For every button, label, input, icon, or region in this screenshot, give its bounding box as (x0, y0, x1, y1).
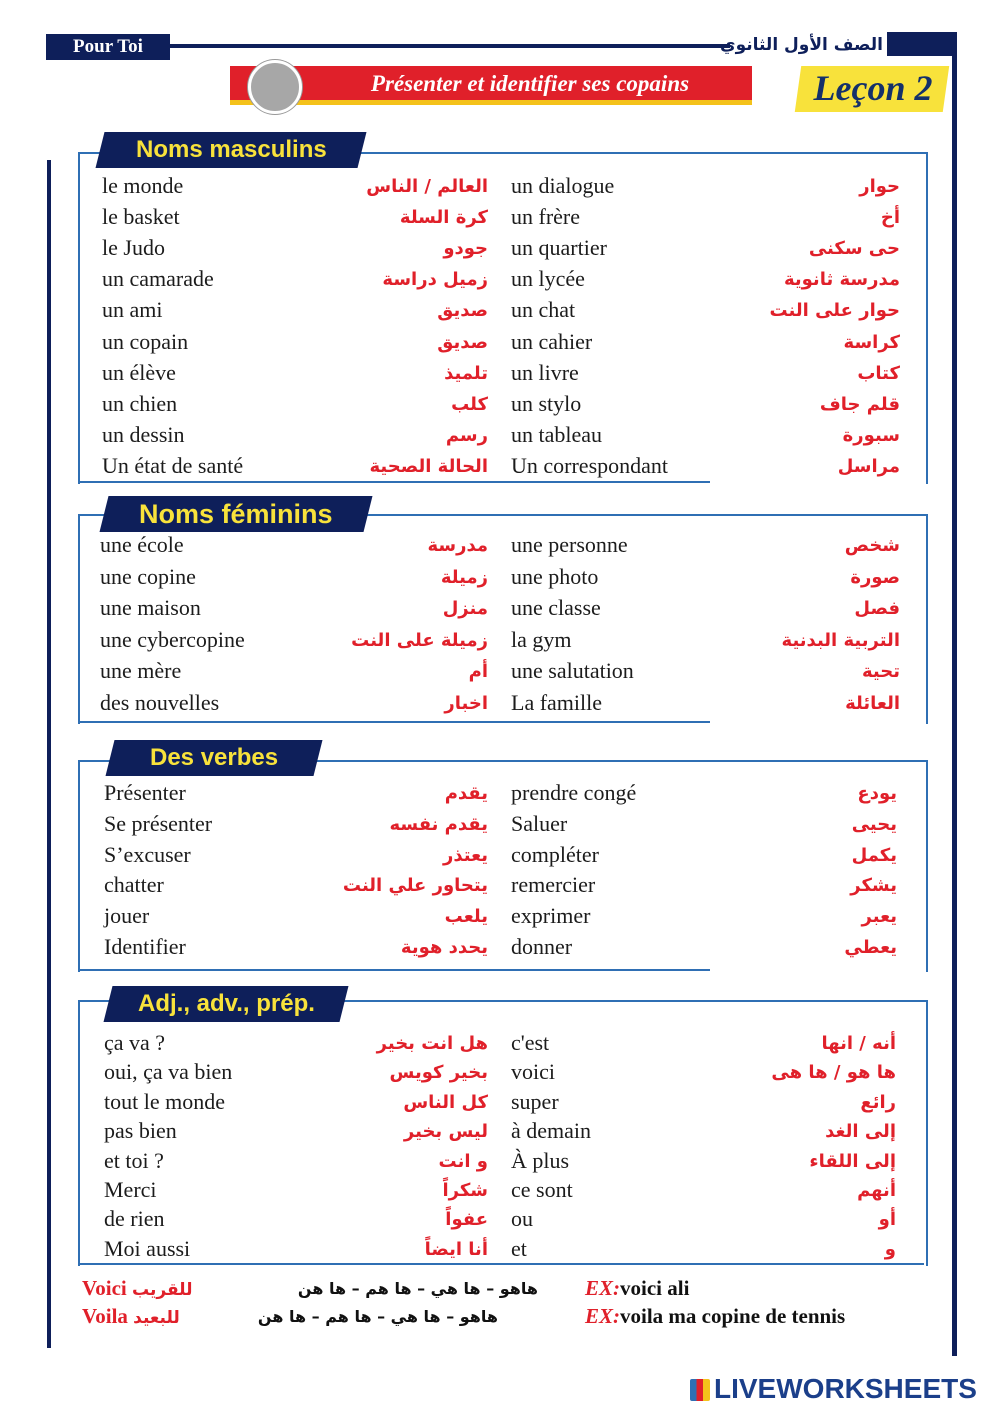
arabic-translation: و انت (438, 1151, 488, 1172)
arabic-translation: يعبر (861, 906, 897, 927)
arabic-translation: ها هو / ها هى (771, 1062, 896, 1083)
french-term: un camarade (102, 266, 214, 291)
arabic-translation: شكراً (442, 1180, 488, 1201)
vocab-row (0, 1203, 1000, 1234)
arabic-translation: أنهم (857, 1180, 896, 1201)
arabic-translation: يودع (857, 783, 897, 804)
voici-word: Voici (82, 1276, 127, 1300)
voila-pronouns: هاهو – ها هي – ها هم – ها هن (257, 1307, 498, 1326)
arabic-translation: عفواً (445, 1209, 488, 1230)
vocab-row (0, 687, 1000, 718)
title-circle-icon (248, 60, 302, 114)
example-text: voila ma copine de tennis (620, 1304, 846, 1328)
vocab-row (0, 232, 1000, 263)
vocab-row (0, 357, 1000, 388)
french-term: oui, ça va bien (104, 1059, 233, 1084)
arabic-translation: كل الناس (403, 1092, 488, 1113)
arabic-translation: و (884, 1239, 896, 1260)
arabic-translation: جودو (443, 238, 488, 259)
voila-note (82, 1304, 180, 1329)
french-term: un lycée (511, 266, 585, 291)
arabic-translation: العالم / الناس (366, 176, 488, 197)
french-term: une maison (100, 595, 201, 620)
vocab-row (0, 808, 1000, 839)
french-term: À plus (511, 1148, 570, 1173)
arabic-translation: اخبار (444, 693, 488, 714)
brand-label: Pour Toi (46, 34, 170, 60)
arabic-translation: تحية (862, 661, 900, 682)
french-term: une cybercopine (100, 627, 245, 652)
arabic-translation: فصل (854, 598, 900, 619)
french-term: ce sont (511, 1177, 573, 1202)
french-term: un dialogue (511, 173, 615, 198)
arabic-translation: مدرسة (427, 535, 488, 556)
french-term: Saluer (511, 811, 568, 836)
arabic-translation: أنا ايضاً (424, 1239, 488, 1260)
arabic-translation: منزل (442, 598, 488, 619)
arabic-translation: يلعب (444, 906, 488, 927)
arabic-translation: صديق (437, 300, 488, 321)
vocab-row (0, 1145, 1000, 1176)
grade-label: الصف الأول الثانوي (719, 35, 883, 55)
french-term: le Judo (102, 235, 165, 260)
voila-arabic: للبعيد (133, 1308, 180, 1328)
arabic-translation: صديق (437, 332, 488, 353)
vocab-row (0, 529, 1000, 560)
french-term: un chien (102, 391, 178, 416)
french-term: la gym (511, 627, 572, 652)
french-term: Se présenter (104, 811, 213, 836)
french-term: Moi aussi (104, 1236, 191, 1261)
french-term: S’excuser (104, 842, 191, 867)
arabic-translation: يعتذر (442, 845, 488, 866)
arabic-translation: كتاب (857, 363, 900, 384)
french-term: et (511, 1236, 527, 1261)
voici-example (585, 1276, 689, 1301)
vocab-row (0, 1027, 1000, 1058)
french-term: une photo (511, 564, 599, 589)
vocab-row (0, 900, 1000, 931)
french-term: un livre (511, 360, 579, 385)
arabic-translation: يقدم (444, 783, 488, 804)
voila-word: Voila (82, 1304, 128, 1328)
vocab-row (0, 263, 1000, 294)
french-term: prendre congé (511, 780, 637, 805)
french-term: un dessin (102, 422, 185, 447)
arabic-translation: يتحاور علي النت (342, 875, 488, 896)
arabic-translation: يقدم نفسه (389, 814, 488, 835)
arabic-translation: الحالة الصحية (369, 456, 488, 477)
section-title: Adj., adv., prép. (104, 986, 349, 1022)
french-term: une copine (100, 564, 196, 589)
french-term: des nouvelles (100, 690, 220, 715)
section-title: Noms masculins (96, 132, 367, 168)
arabic-translation: يحيى (851, 814, 897, 835)
voici-pronouns: هاهو – ها هي – ها هم – ها هن (297, 1279, 538, 1298)
header-corner-block (887, 32, 957, 56)
vocab-row (0, 1233, 1000, 1264)
example-text: voici ali (620, 1276, 690, 1300)
arabic-translation: شخص (844, 535, 900, 556)
vocab-row (0, 839, 1000, 870)
header-divider (170, 44, 730, 48)
lesson-label: Leçon 2 (813, 68, 933, 108)
french-term: le basket (102, 204, 180, 229)
arabic-translation: إلى الغد (825, 1121, 896, 1142)
voici-note (82, 1276, 193, 1301)
arabic-translation: كلب (451, 394, 488, 415)
vocab-row (0, 170, 1000, 201)
arabic-translation: حوار (859, 176, 900, 197)
french-term: voici (511, 1059, 555, 1084)
arabic-translation: أنه / انها (821, 1033, 896, 1054)
french-term: donner (511, 934, 573, 959)
french-term: un frère (511, 204, 581, 229)
arabic-translation: زميلة (440, 567, 488, 588)
arabic-translation: قلم جاف (819, 394, 900, 415)
arabic-translation: زميلة على النت (351, 630, 488, 651)
french-term: un copain (102, 329, 189, 354)
arabic-translation: مدرسة ثانوية (783, 269, 900, 290)
french-term: pas bien (104, 1118, 177, 1143)
arabic-translation: رائع (860, 1092, 896, 1113)
page-title: Présenter et identifier ses copains (370, 71, 690, 96)
french-term: le monde (102, 173, 184, 198)
french-term: compléter (511, 842, 599, 867)
vocab-row (0, 1174, 1000, 1205)
vocab-row (0, 294, 1000, 325)
french-term: une personne (511, 532, 628, 557)
section-title: Noms féminins (100, 496, 373, 532)
french-term: Merci (104, 1177, 157, 1202)
french-term: Un état de santé (102, 453, 244, 478)
french-term: un chat (511, 297, 576, 322)
vocab-row (0, 869, 1000, 900)
vocab-row (0, 592, 1000, 623)
french-term: un élève (102, 360, 176, 385)
arabic-translation: أخ (880, 207, 900, 228)
arabic-translation: حى سكنى (808, 238, 900, 259)
section-divider (78, 721, 710, 723)
french-term: et toi ? (104, 1148, 164, 1173)
french-term: un ami (102, 297, 163, 322)
vocab-row (0, 326, 1000, 357)
arabic-translation: تلميذ (444, 363, 488, 384)
french-term: ça va ? (104, 1030, 166, 1055)
vocab-row (0, 1086, 1000, 1117)
vocab-row (0, 1056, 1000, 1087)
arabic-translation: التربية البدنية (781, 630, 900, 651)
french-term: remercier (511, 872, 596, 897)
section-divider (78, 969, 710, 971)
french-term: chatter (104, 872, 164, 897)
arabic-translation: صورة (850, 567, 900, 588)
arabic-translation: زميل دراسة (382, 269, 488, 290)
french-term: de rien (104, 1206, 165, 1231)
arabic-translation: حوار على النت (769, 300, 900, 321)
watermark-text: LIVEWORKSHEETS (714, 1373, 977, 1404)
arabic-translation: أم (468, 661, 488, 682)
vocab-row (0, 450, 1000, 481)
arabic-translation: العائلة (845, 693, 900, 714)
arabic-translation: مراسل (837, 456, 900, 477)
arabic-translation: ليس بخير (403, 1121, 488, 1142)
vocab-row (0, 655, 1000, 686)
french-term: un quartier (511, 235, 607, 260)
arabic-translation: يعطي (844, 937, 897, 958)
french-term: c'est (511, 1030, 550, 1055)
french-term: super (511, 1089, 559, 1114)
example-marker: EX: (585, 1304, 621, 1328)
voila-example (585, 1304, 845, 1329)
french-term: un tableau (511, 422, 603, 447)
vocab-row (0, 201, 1000, 232)
arabic-translation: كرة السلة (399, 207, 488, 228)
vocab-row (0, 1115, 1000, 1146)
french-term: ou (511, 1206, 533, 1231)
section-title: Des verbes (106, 740, 323, 776)
french-term: exprimer (511, 903, 591, 928)
liveworksheets-icon (690, 1379, 710, 1401)
arabic-translation: رسم (445, 425, 488, 446)
french-term: un stylo (511, 391, 582, 416)
vocab-row (0, 931, 1000, 962)
french-term: une école (100, 532, 184, 557)
french-term: jouer (104, 903, 150, 928)
french-term: Un correspondant (511, 453, 669, 478)
french-term: à demain (511, 1118, 592, 1143)
arabic-translation: سبورة (842, 425, 900, 446)
arabic-translation: إلى اللقاء (809, 1151, 896, 1172)
voici-arabic: للقريب (131, 1280, 193, 1300)
french-term: La famille (511, 690, 603, 715)
french-term: Présenter (104, 780, 186, 805)
french-term: un cahier (511, 329, 593, 354)
arabic-translation: يشكر (850, 875, 897, 896)
arabic-translation: أو (878, 1209, 896, 1230)
french-term: Identifier (104, 934, 186, 959)
french-term: une mère (100, 658, 182, 683)
arabic-translation: يكمل (851, 845, 897, 866)
arabic-translation: يحدد هوية (400, 937, 488, 958)
arabic-translation: هل انت بخير (376, 1033, 488, 1054)
vocab-row (0, 624, 1000, 655)
vocab-row (0, 388, 1000, 419)
example-marker: EX: (585, 1276, 621, 1300)
arabic-translation: بخير كويس (389, 1062, 488, 1083)
vocab-row (0, 419, 1000, 450)
french-term: une salutation (511, 658, 634, 683)
arabic-translation: كراسة (843, 332, 900, 353)
vocab-row (0, 561, 1000, 592)
liveworksheets-logo (690, 1374, 990, 1404)
vocab-row (0, 777, 1000, 808)
french-term: tout le monde (104, 1089, 225, 1114)
french-term: une classe (511, 595, 601, 620)
